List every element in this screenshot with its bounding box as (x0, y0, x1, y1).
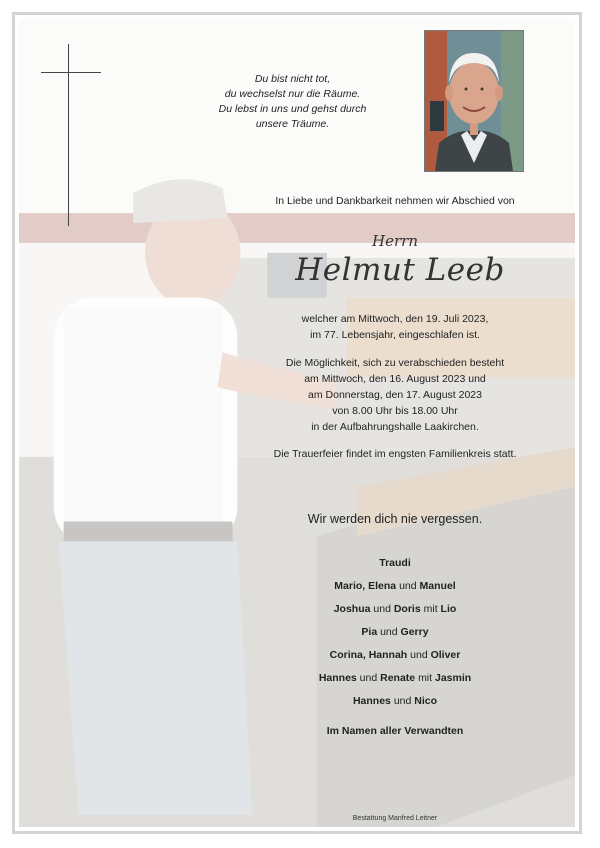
family-connector: und (399, 580, 417, 592)
family-row (270, 602, 520, 625)
family-name: Mario, Elena (334, 580, 397, 592)
ceremony-info (245, 446, 545, 462)
family-row (270, 556, 520, 579)
family-row (270, 694, 520, 717)
cross-horizontal (41, 72, 101, 73)
family-connector: und (380, 626, 398, 638)
portrait-photo (424, 30, 524, 172)
family-name: Corina, Hannah (329, 649, 408, 661)
poem-line: unsere Träume. (255, 118, 330, 130)
deceased-name: Helmut Leeb (295, 252, 505, 288)
family-row (270, 648, 520, 671)
memorial-quote: Wir werden dich nie vergessen. (307, 512, 483, 526)
death-notice (255, 311, 535, 343)
deceased-title: Herrn (372, 232, 418, 250)
family-name: Pia (361, 626, 378, 638)
family-connector: mit (423, 603, 438, 615)
intro-text: In Liebe und Dankbarkeit nehmen wir Abschied von (275, 195, 515, 207)
family-name: Hannes (318, 672, 357, 684)
family-name: Manuel (419, 580, 456, 592)
family-name: Hannes (352, 695, 391, 707)
poem-line: Du lebst in uns und gehst durch (218, 103, 367, 115)
death-line: welcher am Mittwoch, den 19. Juli 2023, (301, 313, 489, 325)
family-list (270, 556, 520, 717)
family-row (270, 579, 520, 602)
family-name: Traudi (379, 557, 411, 569)
family-name: Gerry (400, 626, 429, 638)
family-name: Renate (380, 672, 416, 684)
family-name: Nico (414, 695, 438, 707)
family-connector: und (410, 649, 428, 661)
family-connector: und (373, 603, 391, 615)
funeral-home: Bestattung Manfred Leitner (352, 815, 438, 822)
family-name: Oliver (430, 649, 461, 661)
ceremony-line: Die Trauerfeier findet im engsten Familienkreis statt. (273, 448, 517, 460)
poem (195, 72, 390, 132)
family-row (270, 625, 520, 648)
farewell-line: von 8.00 Uhr bis 18.00 Uhr (332, 405, 458, 417)
family-name: Jasmin (434, 672, 472, 684)
poem-line: Du bist nicht tot, (254, 73, 331, 85)
farewell-line: Die Möglichkeit, sich zu verabschieden besteht (285, 357, 505, 369)
relatives-line: Im Namen aller Verwandten (326, 725, 464, 737)
family-connector: mit (418, 672, 433, 684)
farewell-line: am Donnerstag, den 17. August 2023 (308, 389, 482, 401)
family-name: Lio (440, 603, 457, 615)
family-name: Doris (393, 603, 421, 615)
family-row (270, 671, 520, 694)
farewell-line: in der Aufbahrungshalle Laakirchen. (311, 421, 479, 433)
family-connector: und (359, 672, 378, 684)
farewell-info (255, 355, 535, 435)
family-name: Joshua (333, 603, 371, 615)
poem-line: du wechselst nur die Räume. (224, 88, 361, 100)
death-line: im 77. Lebensjahr, eingeschlafen ist. (310, 329, 480, 341)
farewell-line: am Mittwoch, den 16. August 2023 und (304, 373, 486, 385)
family-connector: und (393, 695, 412, 707)
